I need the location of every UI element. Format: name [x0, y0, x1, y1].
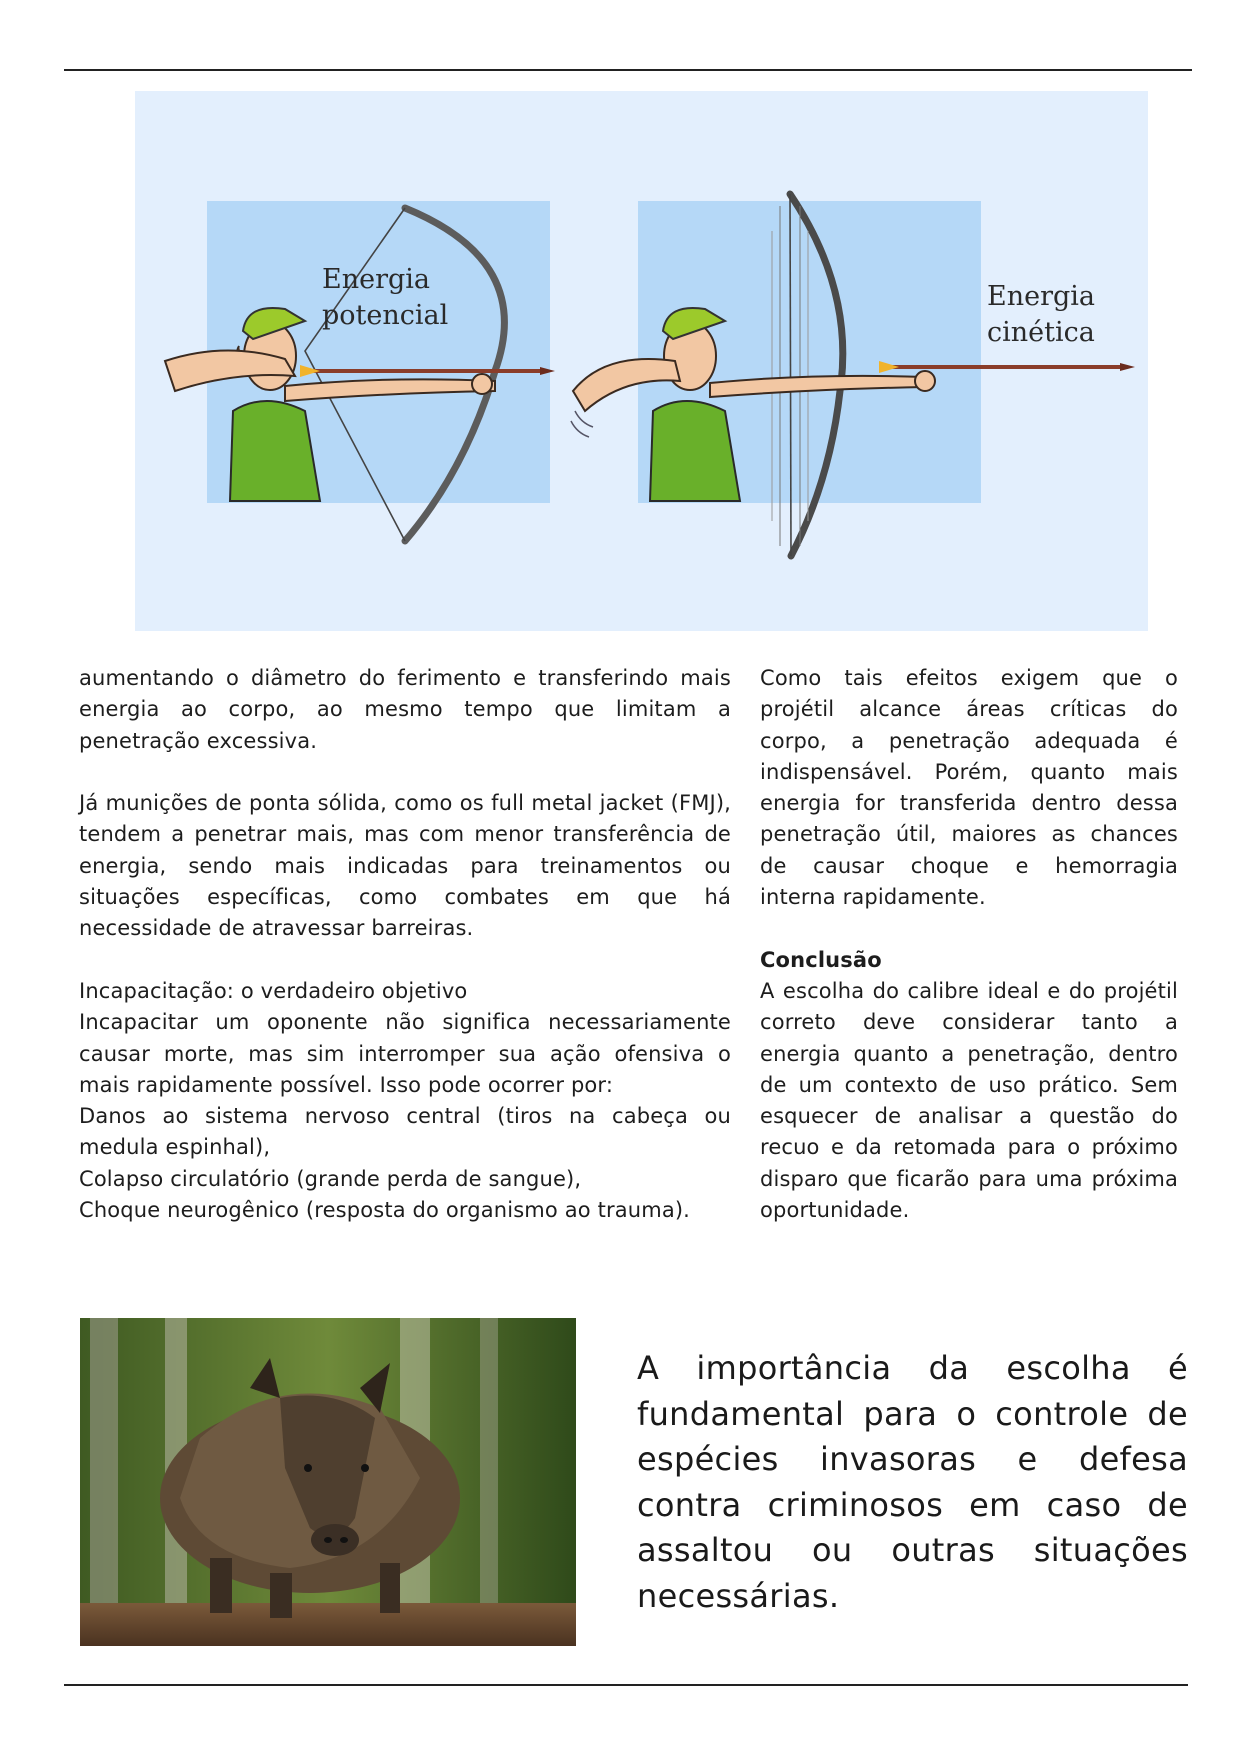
paragraph-conclusion: A escolha do calibre ideal e do projétil correto deve considerar tanto a energia quanto a penetração, dentro de um contexto de uso prático. Sem esquecer de analisar a questão do recuo e da retomada para o próximo disparo que ficarão para uma próxima oportunidade. [760, 978, 1178, 1223]
callout-text: A importância da escolha é fundamental para o controle de espécies invasoras e defesa contra criminosos em caso de assaltou ou outras situações necessárias. [637, 1349, 1188, 1615]
left-text-column [79, 663, 731, 1226]
list-item: Colapso circulatório (grande perda de sangue), [79, 1166, 582, 1191]
wild-boar-photo [80, 1318, 576, 1646]
archery-energy-illustration [135, 91, 1148, 631]
paragraph-expansion: aumentando o diâmetro do ferimento e transferindo mais energia ao corpo, ao mesmo tempo que limitam a penetração excessiva. [79, 666, 731, 753]
svg-text:Energia: Energia [987, 281, 1095, 312]
top-divider [64, 69, 1192, 71]
archer-potential-panel [165, 201, 555, 541]
svg-text:cinética: cinética [987, 317, 1095, 348]
conclusion-heading: Conclusão [760, 947, 882, 972]
paragraph-critical-areas: Como tais efeitos exigem que o projétil alcance áreas críticas do corpo, a penetração adequada é indispensável. Porém, quanto mais energia for transferida dentro dessa penetração útil, maiores as chances de causar choque e hemorragia interna rapidamente. [760, 666, 1178, 910]
list-item: Choque neurogênico (resposta do organismo ao trauma). [79, 1198, 691, 1223]
bottom-divider [64, 1684, 1188, 1686]
right-text-column [760, 663, 1178, 1226]
list-item: Danos ao sistema nervoso central (tiros na cabeça ou medula espinhal), [79, 1104, 731, 1160]
svg-text:potencial: potencial [322, 300, 449, 331]
paragraph-fmj: Já munições de ponta sólida, como os full metal jacket (FMJ), tendem a penetrar mais, mas com menor transferência de energia, sendo mais indicadas para treinamentos ou situações específicas, como combates em que há necessidade de atravessar barreiras. [79, 791, 731, 941]
section-heading-incapacitation: Incapacitação: o verdadeiro objetivo [79, 978, 468, 1003]
svg-text:Energia: Energia [322, 264, 430, 295]
paragraph-incapacitation: Incapacitar um oponente não significa necessariamente causar morte, mas sim interromper sua ação ofensiva o mais rapidamente possível. Isso pode ocorrer por: [79, 1010, 731, 1097]
archer-kinetic-panel [571, 194, 1135, 556]
